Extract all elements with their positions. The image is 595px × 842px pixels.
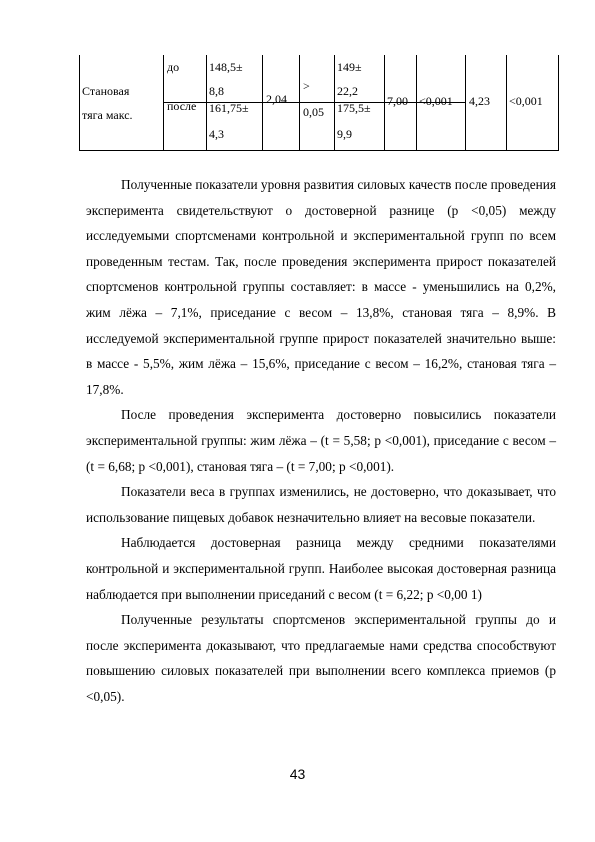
paragraph: После проведения эксперимента достоверно повысились показатели экспериментальной группы: жим лёжа – (t = 5,58; p <0,001), приседание с весом – (t = 6,68; p <0,001), становая тяга – (t = 7,00; p <0,001).	[86, 407, 556, 474]
body-text	[86, 172, 556, 709]
after-label: после	[167, 99, 197, 113]
paragraph: Полученные результаты спортсменов экспериментальной группы до и после эксперимента доказывают, что предлагаемые нами средства способствуют повышению силовых показателей при выполнении всего комплекса приемов (p <0,05).	[86, 612, 556, 704]
table-bottom-border	[79, 150, 559, 151]
results-table	[79, 55, 559, 151]
control-p-value: >	[303, 79, 310, 93]
exp-after-value: 9,9	[337, 127, 352, 141]
between-p-value: <0,001	[509, 94, 543, 108]
before-label: до	[167, 60, 180, 74]
control-after-value: 161,75±	[209, 101, 249, 115]
column-divider	[299, 55, 300, 151]
column-divider	[506, 55, 507, 151]
column-divider	[262, 55, 263, 151]
column-divider	[334, 55, 335, 151]
column-divider	[465, 55, 466, 151]
column-divider	[163, 55, 164, 151]
row-label: Становая	[82, 84, 130, 98]
exp-p-value: <0,001	[419, 94, 453, 108]
exp-before-value: 149±	[337, 60, 362, 74]
column-divider	[416, 55, 417, 151]
control-after-value: 4,3	[209, 127, 224, 141]
column-divider	[384, 55, 385, 151]
table-right-border	[558, 55, 559, 151]
paragraph: Наблюдается достоверная разница между средними показателями контрольной и экспериментальной групп. Наиболее высокая достоверная разница наблюдается при выполнении приседаний с весом (t = 6,22; p <0,00 1)	[86, 535, 556, 602]
exp-t-value: 7,00	[387, 94, 408, 108]
exp-before-value: 22,2	[337, 84, 358, 98]
column-divider	[206, 55, 207, 151]
control-before-value: 8,8	[209, 84, 224, 98]
control-p-value: 0,05	[303, 105, 324, 119]
control-before-value: 148,5±	[209, 60, 243, 74]
page-number: 43	[289, 766, 306, 782]
row-label: тяга макс.	[82, 108, 133, 122]
paragraph: Полученные показатели уровня развития силовых качеств после проведения эксперимента свидетельствуют о достоверной разнице (p <0,05) между исследуемыми спортсменами контрольной и экспериментальной групп по всем проведенным тестам. Так, после проведения эксперимента прирост показателей спортсменов контрольной группы составляет: в массе - уменьшились на 0,2%, жим лёжа – 7,1%, приседание с весом – 13,8%, становая тяга – 8,9%. В исследуемой экспериментальной группе прирост показателей значительно выше: в массе - 5,5%, жим лёжа – 15,6%, приседание с весом – 16,2%, становая тяга – 17,8%.	[86, 177, 556, 397]
table-left-border	[79, 55, 80, 151]
paragraph: Показатели веса в группах изменились, не достоверно, что доказывает, что использование пищевых добавок незначительно влияет на весовые показатели.	[86, 484, 556, 525]
control-t-value: 2,04	[266, 92, 287, 106]
exp-after-value: 175,5±	[337, 101, 371, 115]
between-t-value: 4,23	[469, 94, 490, 108]
